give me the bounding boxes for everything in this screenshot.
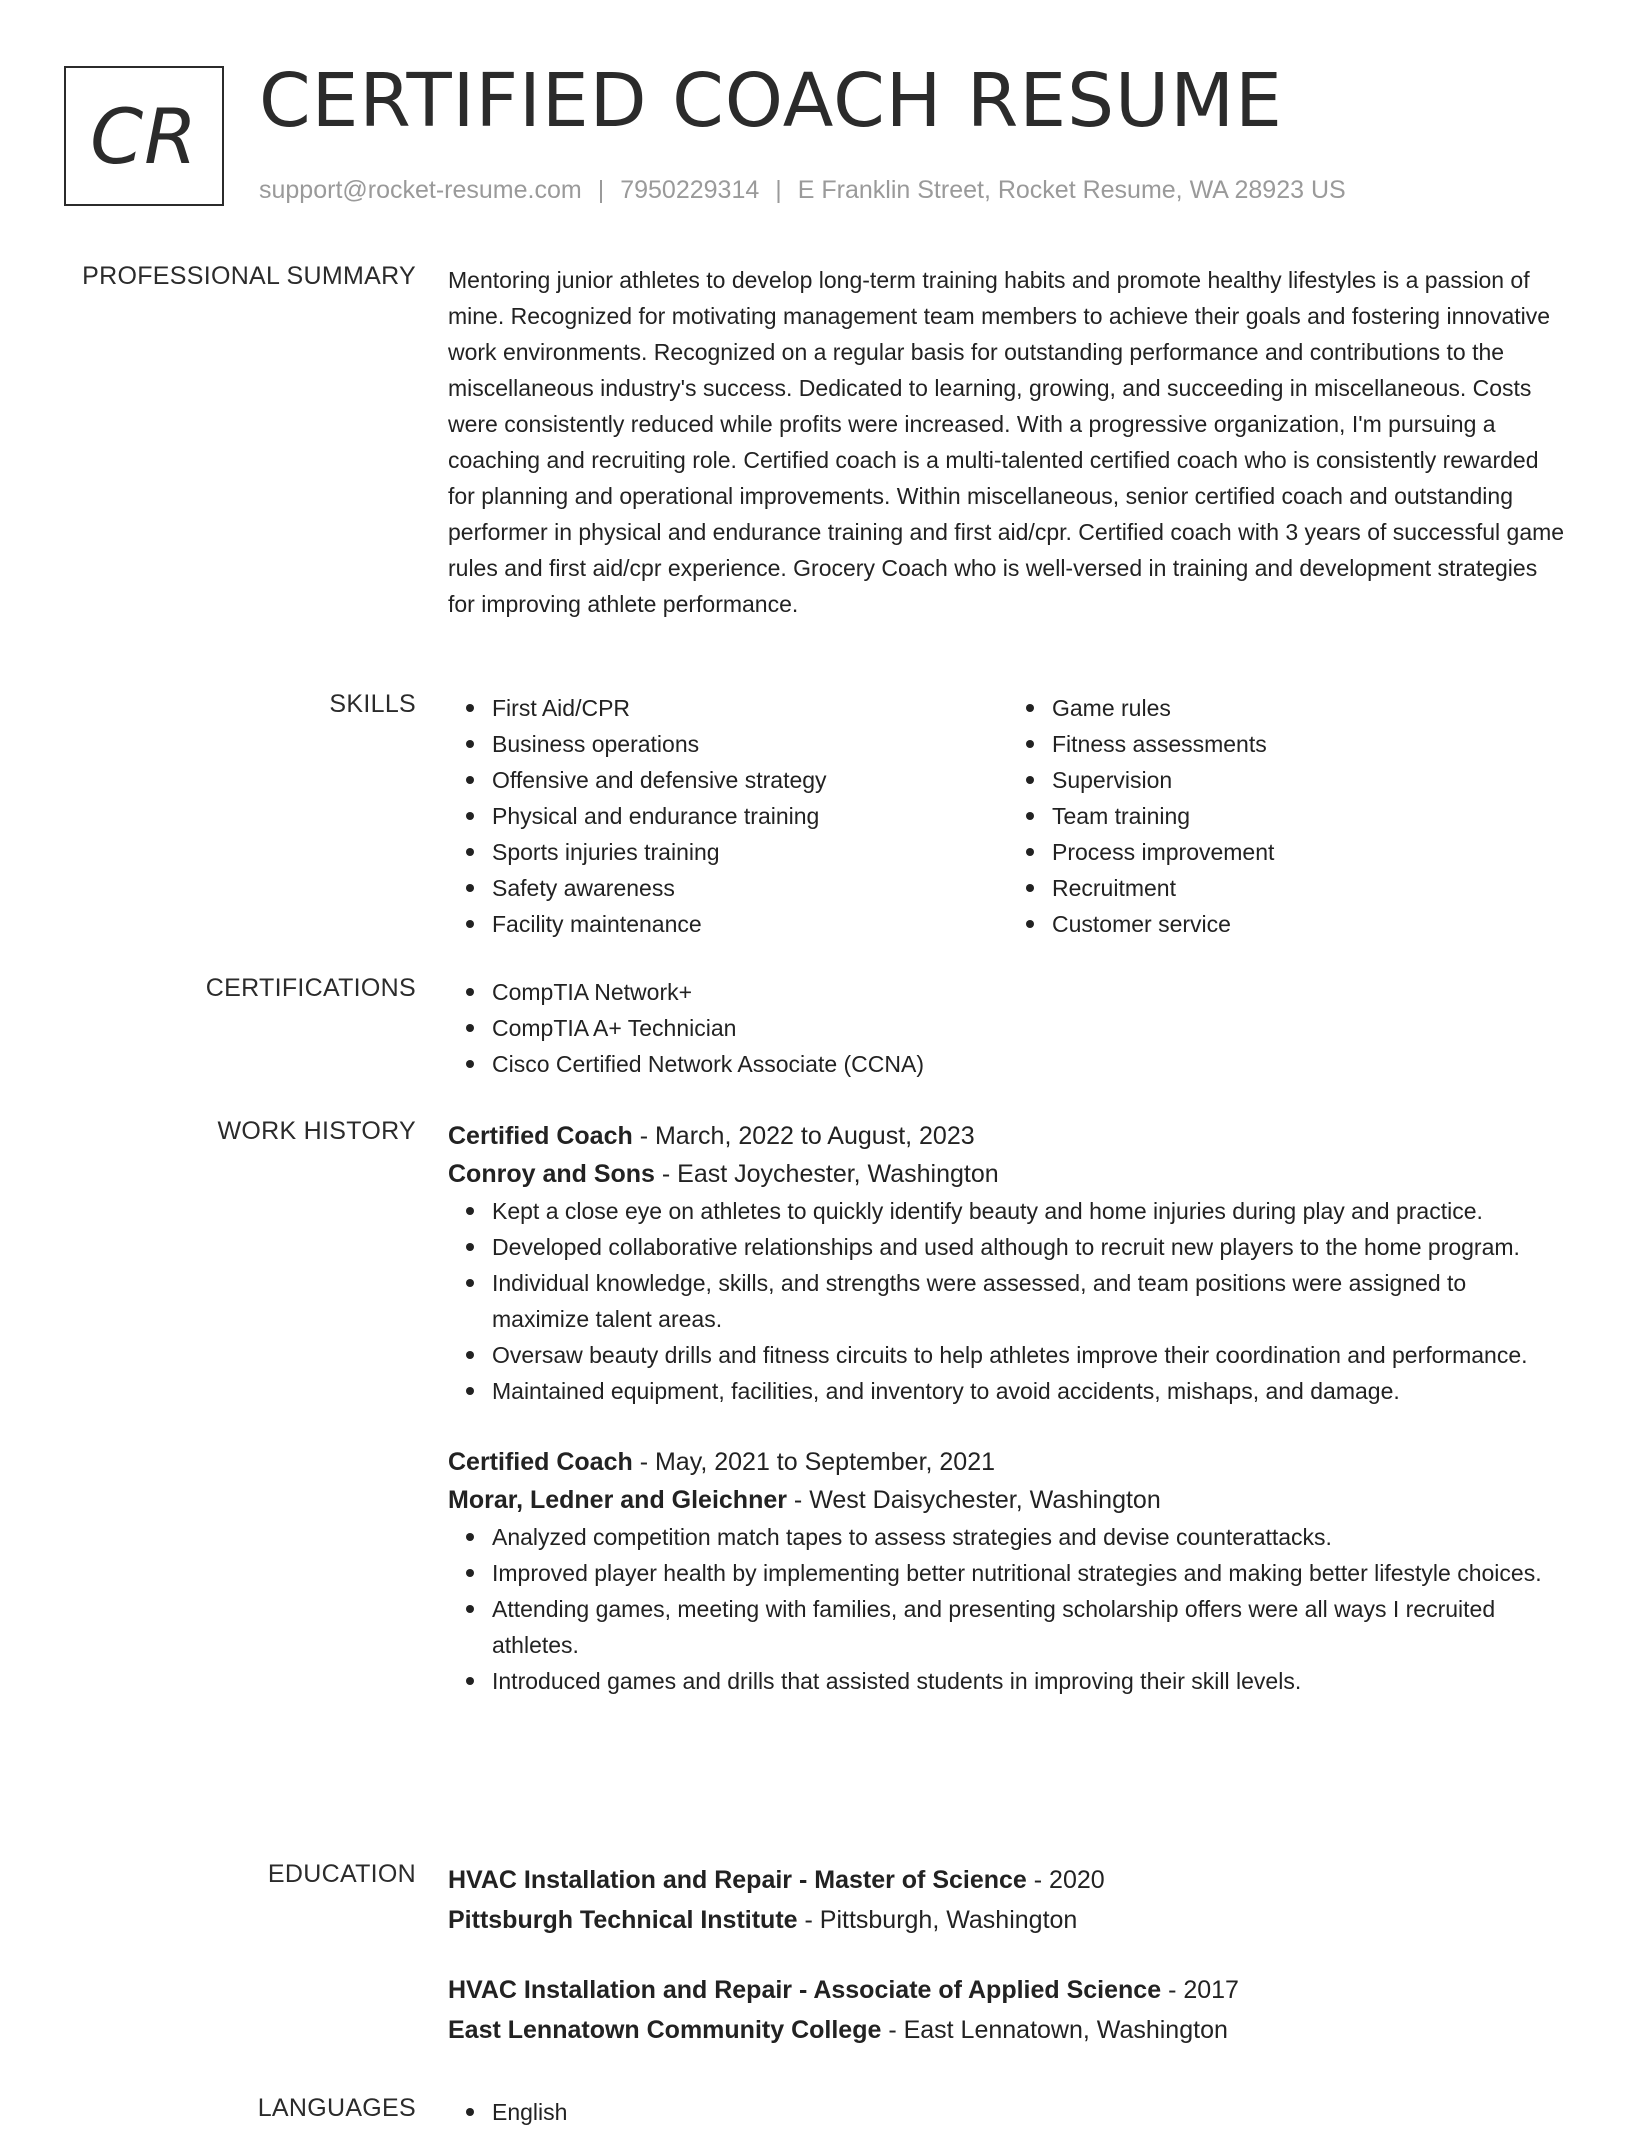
certifications-body bbox=[448, 974, 1568, 1082]
skill-item: Recruitment bbox=[1052, 870, 1568, 906]
job-title: Certified Coach bbox=[448, 1448, 633, 1476]
contact-separator: | bbox=[597, 176, 605, 204]
skill-item: Fitness assessments bbox=[1052, 726, 1568, 762]
job-title-line bbox=[448, 1443, 1568, 1481]
job-bullet: Attending games, meeting with families, and presenting scholarship offers were all ways I recruited athletes. bbox=[492, 1591, 1568, 1663]
job-org-line bbox=[448, 1481, 1568, 1519]
skills-list-left bbox=[448, 690, 1008, 942]
job-title-line bbox=[448, 1117, 1568, 1155]
section-label-summary: PROFESSIONAL SUMMARY bbox=[82, 262, 416, 290]
education-school-line bbox=[448, 1900, 1568, 1940]
skill-item: Customer service bbox=[1052, 906, 1568, 942]
job-bullet: Maintained equipment, facilities, and inventory to avoid accidents, mishaps, and damage. bbox=[492, 1373, 1568, 1409]
job-org-line bbox=[448, 1155, 1568, 1193]
skill-item: Sports injuries training bbox=[492, 834, 1008, 870]
education-school: East Lennatown Community College bbox=[448, 2016, 882, 2044]
job-company: Conroy and Sons bbox=[448, 1160, 655, 1188]
summary-text: Mentoring junior athletes to develop long-term training habits and promote healthy lifestyles is a passion of mine. Recognized for motivating management team members to achieve their goals and fostering innovative work environments. Recognized on a regular basis for outstanding performance and contributions to the miscellaneous industry's success. Dedicated to learning, growing, and succeeding in miscellaneous. Costs were consistently reduced while profits were increased. With a progressive organization, I'm pursuing a coaching and recruiting role. Certified coach is a multi-talented certified coach who is consistently rewarded for planning and operational improvements. Within miscellaneous, senior certified coach and outstanding performer in physical and endurance training and first aid/cpr. Certified coach with 3 years of successful game rules and first aid/cpr experience. Grocery Coach who is well-versed in training and development strategies for improving athlete performance. bbox=[448, 267, 1565, 617]
job-bullets bbox=[448, 1193, 1568, 1409]
languages-list bbox=[448, 2094, 1568, 2130]
education-body bbox=[448, 1860, 1568, 2080]
contact-phone: 7950229314 bbox=[620, 176, 760, 204]
work-history-body bbox=[448, 1117, 1568, 1733]
language-item: English bbox=[492, 2094, 1568, 2130]
education-degree: HVAC Installation and Repair - Associate of Applied Science bbox=[448, 1976, 1162, 2004]
skill-item: Safety awareness bbox=[492, 870, 1008, 906]
certifications-list bbox=[448, 974, 1568, 1082]
job-bullet: Individual knowledge, skills, and strengths were assessed, and team positions were assigned to maximize talent areas. bbox=[492, 1265, 1568, 1337]
education-location: - East Lennatown, Washington bbox=[881, 2016, 1228, 2044]
certification-item: CompTIA Network+ bbox=[492, 974, 1568, 1010]
skills-list-right bbox=[1008, 690, 1568, 942]
job-bullets bbox=[448, 1519, 1568, 1699]
skill-item: Physical and endurance training bbox=[492, 798, 1008, 834]
monogram-logo: CR bbox=[64, 66, 224, 206]
education-degree: HVAC Installation and Repair - Master of Science bbox=[448, 1866, 1027, 1894]
job-bullet: Developed collaborative relationships and used although to recruit new players to the home program. bbox=[492, 1229, 1568, 1265]
skills-body bbox=[448, 690, 1568, 942]
job-company: Morar, Ledner and Gleichner bbox=[448, 1486, 787, 1514]
job-dates: - March, 2022 to August, 2023 bbox=[632, 1122, 975, 1150]
education-location: - Pittsburgh, Washington bbox=[797, 1906, 1078, 1934]
job-title: Certified Coach bbox=[448, 1122, 633, 1150]
job-entry bbox=[448, 1117, 1568, 1409]
skills-columns bbox=[448, 690, 1568, 942]
job-bullet: Kept a close eye on athletes to quickly identify beauty and home injuries during play and practice. bbox=[492, 1193, 1568, 1229]
section-label-work-history: WORK HISTORY bbox=[217, 1117, 416, 1145]
skill-item: Supervision bbox=[1052, 762, 1568, 798]
job-bullet: Oversaw beauty drills and fitness circuits to help athletes improve their coordination and performance. bbox=[492, 1337, 1568, 1373]
languages-body bbox=[448, 2094, 1568, 2130]
section-label-skills: SKILLS bbox=[329, 690, 416, 718]
job-bullet: Analyzed competition match tapes to assess strategies and devise counterattacks. bbox=[492, 1519, 1568, 1555]
certification-item: Cisco Certified Network Associate (CCNA) bbox=[492, 1046, 1568, 1082]
contact-email: support@rocket-resume.com bbox=[259, 176, 582, 204]
section-label-education: EDUCATION bbox=[267, 1860, 416, 1888]
job-bullet: Introduced games and drills that assisted students in improving their skill levels. bbox=[492, 1663, 1568, 1699]
job-entry bbox=[448, 1443, 1568, 1699]
education-entry bbox=[448, 1970, 1568, 2050]
summary-body bbox=[448, 262, 1568, 622]
education-school-line bbox=[448, 2010, 1568, 2050]
contact-line bbox=[259, 176, 1346, 205]
contact-address: E Franklin Street, Rocket Resume, WA 28923 US bbox=[797, 176, 1346, 204]
contact-separator: | bbox=[775, 176, 782, 204]
certification-item: CompTIA A+ Technician bbox=[492, 1010, 1568, 1046]
skill-item: Facility maintenance bbox=[492, 906, 1008, 942]
education-year: - 2020 bbox=[1026, 1866, 1105, 1894]
education-degree-line bbox=[448, 1970, 1568, 2010]
section-label-languages: LANGUAGES bbox=[257, 2094, 416, 2122]
education-entry bbox=[448, 1860, 1568, 1940]
section-label-certifications: CERTIFICATIONS bbox=[205, 974, 416, 1002]
skill-item: First Aid/CPR bbox=[492, 690, 1008, 726]
skill-item: Business operations bbox=[492, 726, 1008, 762]
job-bullet: Improved player health by implementing better nutritional strategies and making better lifestyle choices. bbox=[492, 1555, 1568, 1591]
education-degree-line bbox=[448, 1860, 1568, 1900]
skill-item: Offensive and defensive strategy bbox=[492, 762, 1008, 798]
skill-item: Process improvement bbox=[1052, 834, 1568, 870]
skill-item: Game rules bbox=[1052, 690, 1568, 726]
skill-item: Team training bbox=[1052, 798, 1568, 834]
education-year: - 2017 bbox=[1161, 1976, 1239, 2004]
job-dates: - May, 2021 to September, 2021 bbox=[632, 1448, 996, 1476]
job-location: - West Daisychester, Washington bbox=[786, 1486, 1161, 1514]
job-location: - East Joychester, Washington bbox=[654, 1160, 999, 1188]
education-school: Pittsburgh Technical Institute bbox=[448, 1906, 798, 1934]
resume-title: CERTIFIED COACH RESUME bbox=[259, 58, 1283, 144]
